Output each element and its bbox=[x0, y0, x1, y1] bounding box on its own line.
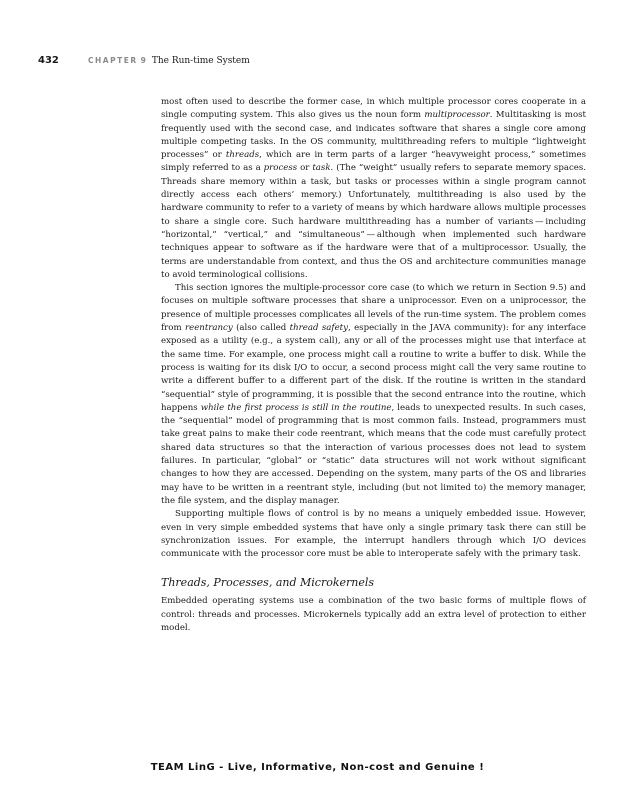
running-header bbox=[38, 54, 598, 68]
footer-banner: TEAM LinG - Live, Informative, Non-cost and Genuine ! bbox=[150, 762, 485, 773]
text-run: (also called bbox=[232, 323, 290, 334]
text-run: most often used to describe the former case, in which multiple processor cores cooperate in a single computing system. This also gives us the noun form bbox=[161, 97, 586, 121]
text-run: This section ignores the multiple-processor core case (to which we return in Section 9.5) and focuses on multiple software processes that share a uniprocessor. Even on a uniprocessor, the presence of multiple processes complicates all levels of the run-time system. The problem comes from bbox=[161, 283, 586, 334]
emphasis: while the first process is still in the routine bbox=[200, 402, 392, 413]
chapter-title: The Run-time System bbox=[151, 56, 250, 66]
emphasis: process bbox=[263, 163, 298, 174]
text-run: , especially in the JAVA community): for any interface exposed as a utility (e.g., a system call), any or all of the processes might use that interface at the same time. For example, one process might call a routine to write a buffer to disk. While the process is waiting for its disk I/O to occur, a second process might call the very same routine to write a different buffer to a different part of the disk. If the routine is written in the standard “sequential” style of programming, it is possible that the second entrance into the routine, which happens bbox=[161, 323, 587, 413]
emphasis: task bbox=[312, 163, 331, 174]
paragraph-2 bbox=[161, 282, 586, 508]
text-run: , which are in term parts of a larger “heavyweight process,” sometimes simply referred to as a bbox=[161, 150, 587, 174]
chapter-label: CHAPTER bbox=[88, 56, 138, 65]
paragraph-1 bbox=[161, 96, 586, 282]
emphasis: multiprocessor bbox=[424, 110, 490, 121]
text-run: , leads to unexpected results. In such cases, the “sequential” model of programming that is most common fails. Instead, programmers must take great pains to make their code reentrant, which means that the code must carefully protect shared data structures so that the interaction of various processes does not lead to system failures. In particular, “global” or “static” data structures will not work without significant changes to how they are accessed. Depending on the system, many parts of the OS and libraries may have to be written in a reentrant style, including (but not limited to) the memory manager, the file system, and the display manager. bbox=[161, 402, 586, 506]
paragraph-4: Embedded operating systems use a combination of the two basic forms of multiple flows of control: threads and processes. Microkernels typically add an extra level of protection to either model. bbox=[161, 596, 586, 633]
section-heading: Threads, Processes, and Microkernels bbox=[161, 576, 375, 590]
emphasis: reentrancy bbox=[185, 323, 233, 334]
body-text bbox=[161, 96, 586, 635]
emphasis: threads bbox=[225, 150, 260, 161]
page-number: 432 bbox=[38, 55, 59, 66]
chapter-number: 9 bbox=[140, 56, 146, 65]
emphasis: thread safety bbox=[289, 323, 348, 334]
paragraph-3: Supporting multiple flows of control is by no means a uniquely embedded issue. However, even in very simple embedded systems that have only a single primary task there can still be synchronization issues. For example, the interrupt handlers through which I/O devices communicate with the processor core must be able to interoperate safely with the primary task. bbox=[161, 509, 586, 560]
text-run: or bbox=[297, 163, 313, 174]
text-run: . (The “weight” usually refers to separate memory spaces. Threads share memory within a task, but tasks or processes within a single program cannot directly access each others’ memory.) Unfortunately, multithreading is also used by the hardware community to refer to a variety of means by which hardware allows multiple processes to share a single core. Such hardware multithreading has a number of variants — including “horizontal,” “vertical,” and “simultaneous” — although when implemented such hardware techniques appear to software as if the hardware were that of a multiprocessor. Usually, the terms are understandable from context, and thus the OS and architecture communities manage to avoid terminological collisions. bbox=[161, 163, 587, 280]
text-run: . Multitasking is most frequently used with the second case, and indicates software that shares a single core among multiple competing tasks. In the OS community, multithreading refers to multiple “lightweight processes” or bbox=[161, 110, 586, 161]
